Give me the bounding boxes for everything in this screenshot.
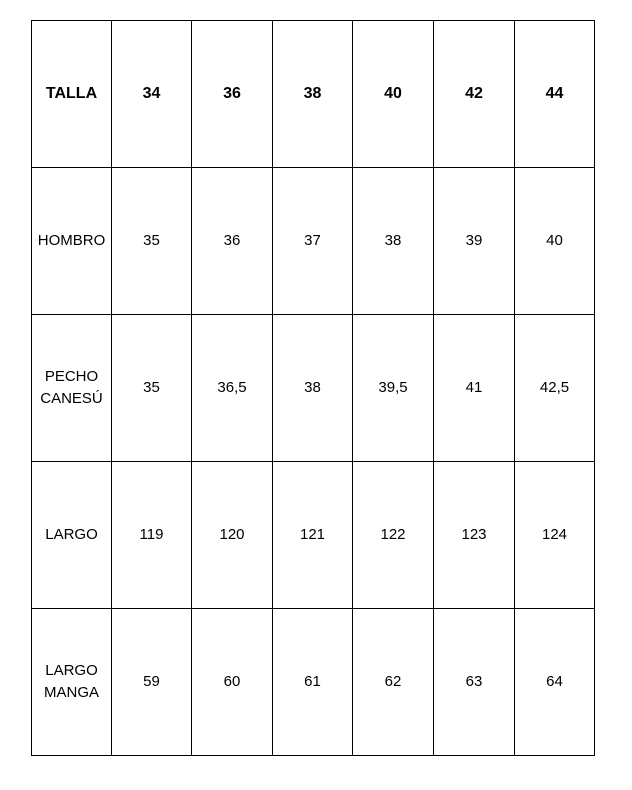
table-cell: 123 <box>434 462 515 609</box>
table-cell: 38 <box>273 315 353 462</box>
header-cell-size: 40 <box>353 21 434 168</box>
table-row <box>32 315 595 462</box>
table-cell: 122 <box>353 462 434 609</box>
header-cell-size: 34 <box>112 21 192 168</box>
table-row <box>32 168 595 315</box>
table-cell: 120 <box>192 462 273 609</box>
table-cell: 59 <box>112 609 192 756</box>
table-cell: 42,5 <box>515 315 595 462</box>
table-header-row <box>32 21 595 168</box>
table-cell: 61 <box>273 609 353 756</box>
table-cell: 119 <box>112 462 192 609</box>
table-cell: 63 <box>434 609 515 756</box>
table-cell: 121 <box>273 462 353 609</box>
table-cell: 36,5 <box>192 315 273 462</box>
header-cell-label: TALLA <box>32 21 112 168</box>
header-cell-size: 38 <box>273 21 353 168</box>
table-cell: 39,5 <box>353 315 434 462</box>
row-label-cell: PECHO CANESÚ <box>32 315 112 462</box>
table-cell: 40 <box>515 168 595 315</box>
table-cell: 124 <box>515 462 595 609</box>
table-cell: 39 <box>434 168 515 315</box>
table-cell: 35 <box>112 315 192 462</box>
table-cell: 60 <box>192 609 273 756</box>
row-label-cell: LARGO <box>32 462 112 609</box>
table-row <box>32 462 595 609</box>
row-label-cell: LARGO MANGA <box>32 609 112 756</box>
size-chart-table <box>31 20 595 756</box>
table-cell: 38 <box>353 168 434 315</box>
header-cell-size: 44 <box>515 21 595 168</box>
table-cell: 36 <box>192 168 273 315</box>
table-cell: 37 <box>273 168 353 315</box>
table-cell: 62 <box>353 609 434 756</box>
header-cell-size: 36 <box>192 21 273 168</box>
table-cell: 41 <box>434 315 515 462</box>
row-label-cell: HOMBRO <box>32 168 112 315</box>
table-cell: 64 <box>515 609 595 756</box>
table-row <box>32 609 595 756</box>
header-cell-size: 42 <box>434 21 515 168</box>
table-cell: 35 <box>112 168 192 315</box>
